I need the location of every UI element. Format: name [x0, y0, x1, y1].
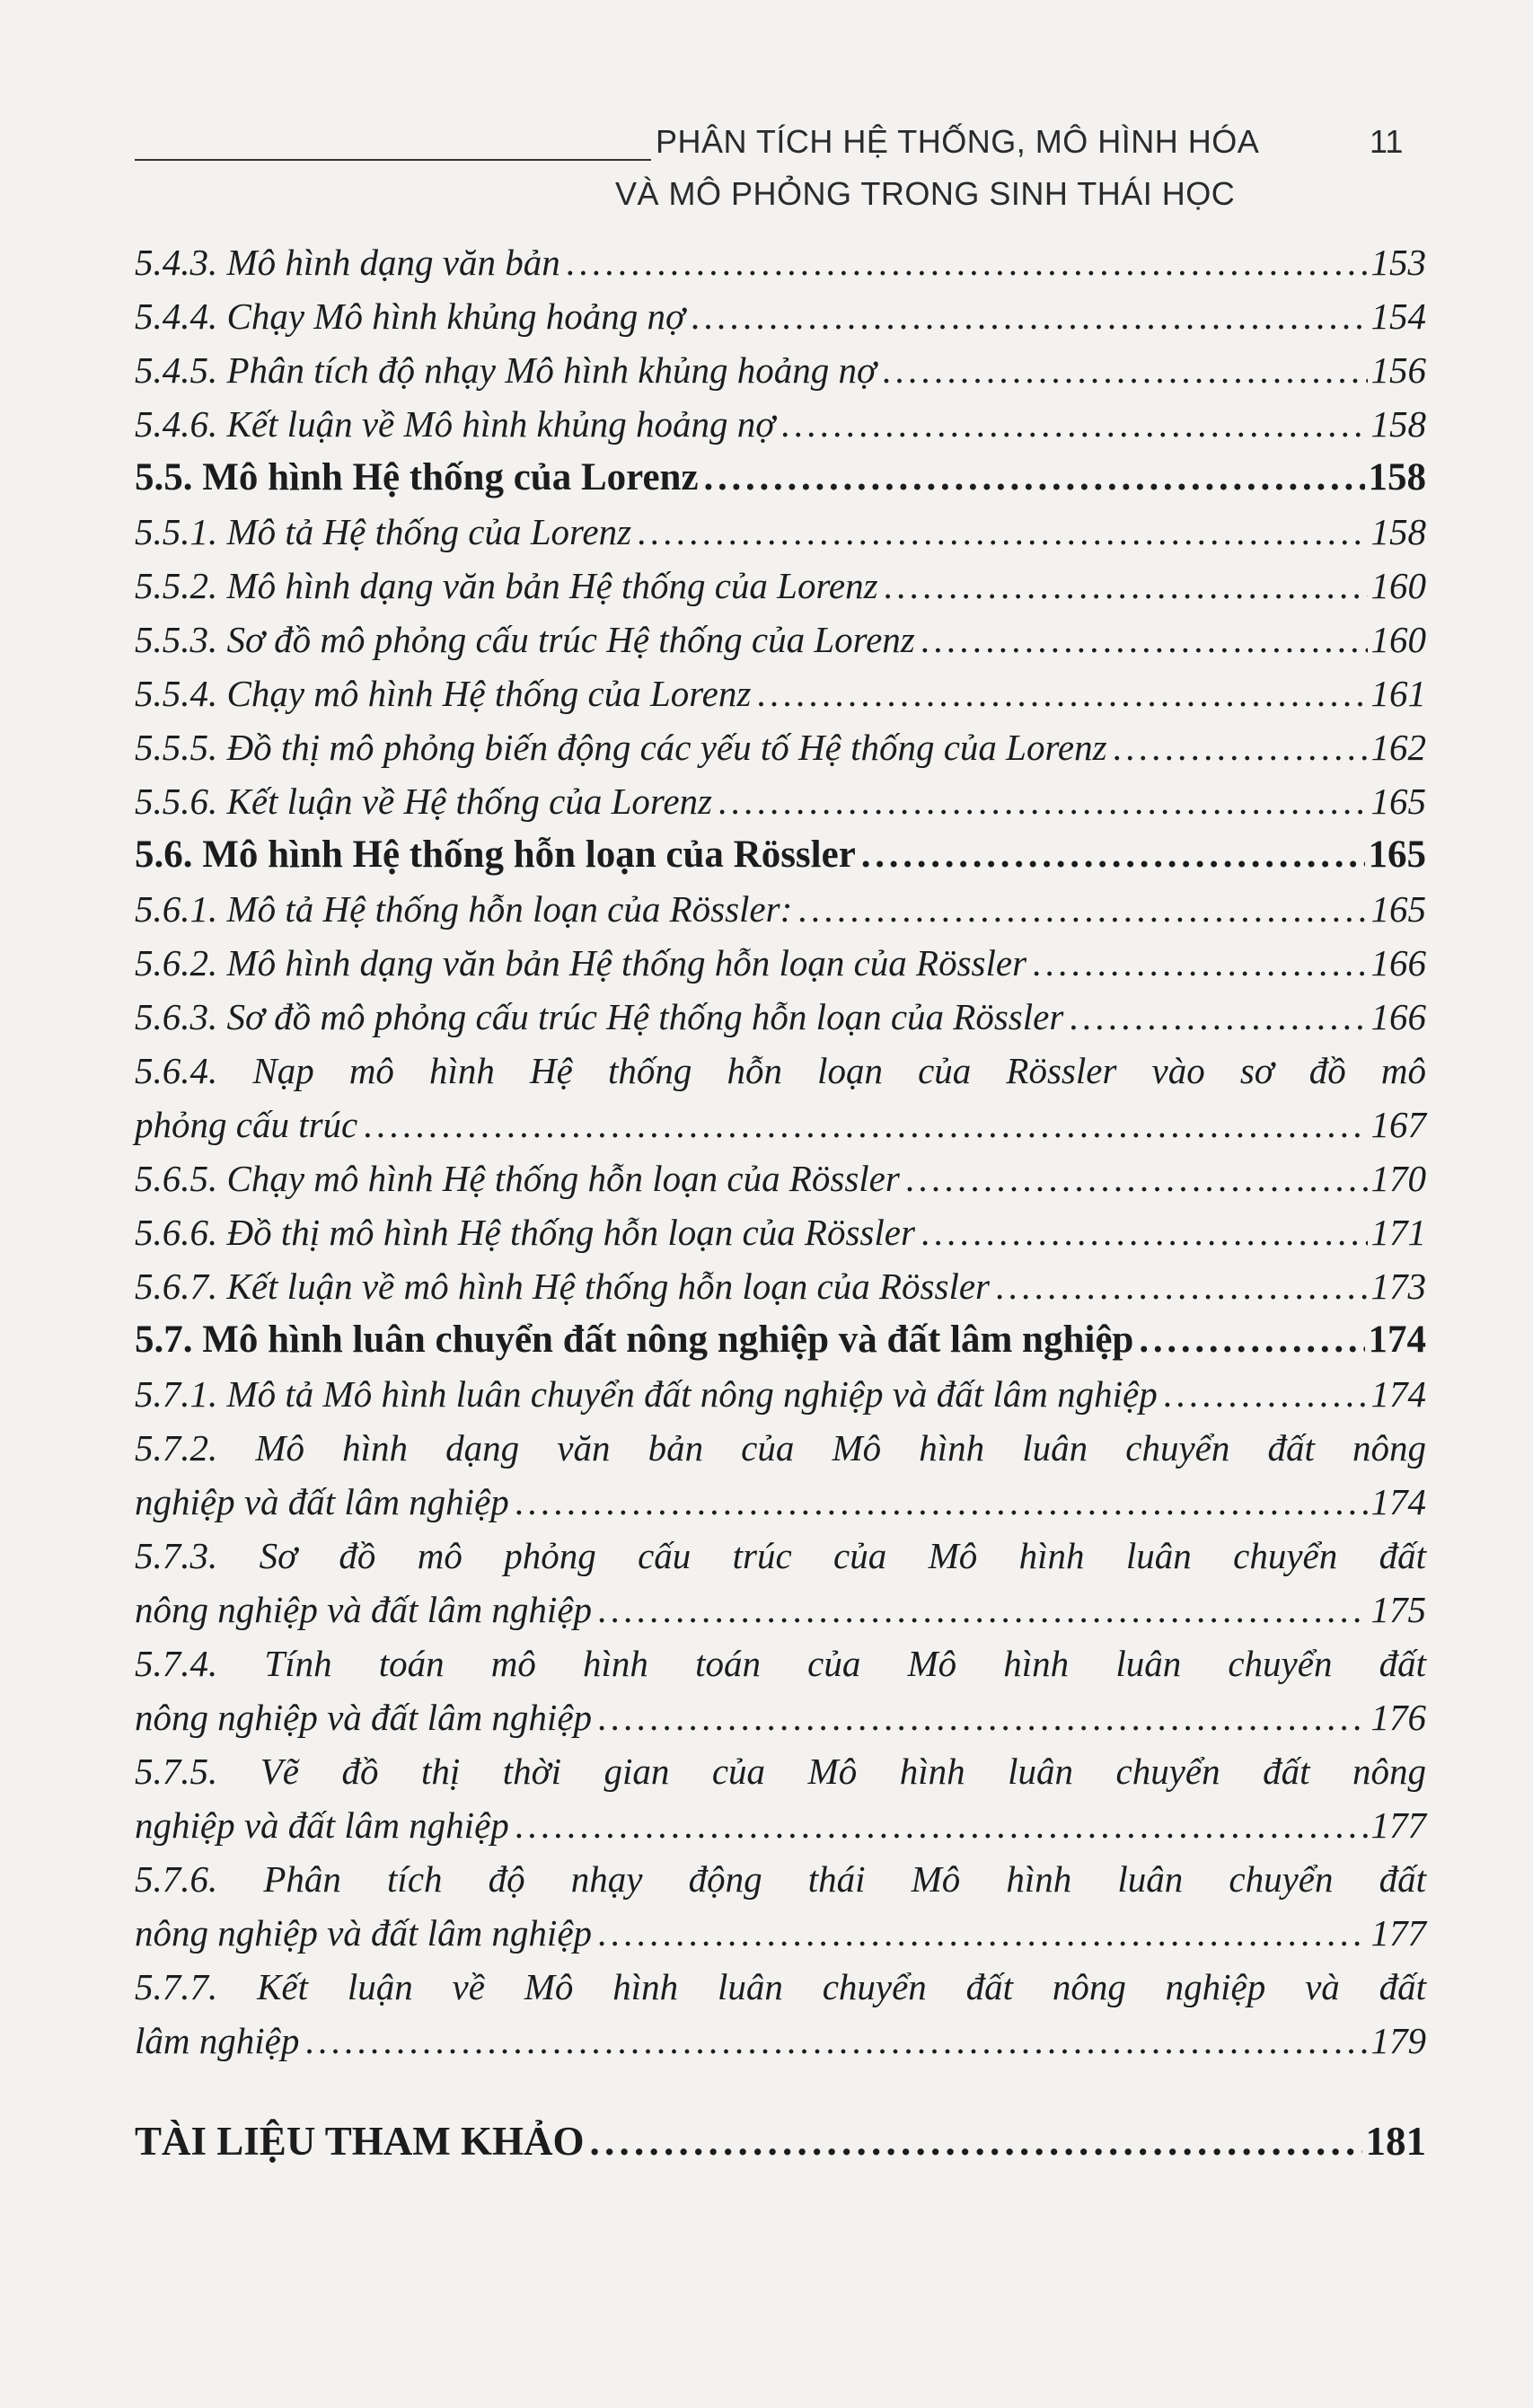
dot-leader — [704, 451, 1365, 505]
toc-entry — [135, 936, 1426, 990]
subsection-title: 5.5.3. Sơ đồ mô phỏng cấu trúc Hệ thống của Lorenz — [135, 619, 915, 660]
dot-leader — [597, 1906, 1367, 1960]
toc-entry — [135, 1259, 1426, 1313]
toc-page-number: 158 — [1370, 403, 1426, 445]
dot-leader — [882, 343, 1368, 397]
toc-entry-title-line1: 5.7.3. Sơ đồ mô phỏng cấu trúc của Mô hình luân chuyển đất — [135, 1535, 1426, 1576]
header-rule — [135, 159, 651, 161]
toc-row — [135, 2114, 1426, 2168]
toc-page-number: 160 — [1370, 619, 1426, 660]
toc-entry-title-line1: 5.7.6. Phân tích độ nhạy động thái Mô hình luân chuyển đất — [135, 1858, 1426, 1900]
toc-row — [135, 1259, 1426, 1313]
toc-entry — [135, 505, 1426, 559]
toc-entry-title-line1: 5.6.4. Nạp mô hình Hệ thống hỗn loạn của Rössler vào sơ đồ mô — [135, 1050, 1426, 1091]
toc-entry — [135, 2114, 1426, 2168]
subsection-title: 5.4.3. Mô hình dạng văn bản — [135, 242, 560, 283]
toc-entry-title-line1: 5.7.5. Vẽ đồ thị thời gian của Mô hình luân chuyển đất nông — [135, 1751, 1426, 1792]
toc-page-number: 158 — [1368, 456, 1426, 498]
toc-row — [135, 343, 1426, 397]
toc-row — [135, 2014, 1426, 2068]
toc-page-number: 162 — [1370, 727, 1426, 768]
toc-entry-title-line1: 5.7.4. Tính toán mô hình toán của Mô hình luân chuyển đất — [135, 1643, 1426, 1684]
toc-row — [135, 720, 1426, 774]
dot-leader — [995, 1259, 1367, 1313]
toc-row — [135, 1690, 1426, 1744]
toc-page-number: 170 — [1370, 1158, 1426, 1199]
toc-entry — [135, 613, 1426, 666]
toc-page-number: 165 — [1370, 781, 1426, 822]
subsection-title: 5.5.2. Mô hình dạng văn bản Hệ thống của Lorenz — [135, 565, 878, 606]
toc-row — [135, 828, 1426, 882]
toc-entry — [135, 1205, 1426, 1259]
toc-page-number: 173 — [1370, 1266, 1426, 1307]
toc-entry — [135, 1151, 1426, 1205]
subsection-title: 5.5.4. Chạy mô hình Hệ thống của Lorenz — [135, 673, 752, 714]
toc-row — [135, 666, 1426, 720]
subsection-title: 5.4.4. Chạy Mô hình khủng hoảng nợ — [135, 295, 685, 337]
subsection-title: 5.4.5. Phân tích độ nhạy Mô hình khủng hoảng nợ — [135, 349, 877, 391]
toc-entry — [135, 1636, 1426, 1744]
spacer — [135, 2068, 1426, 2114]
subsection-title: 5.7.1. Mô tả Mô hình luân chuyển đất nông nghiệp và đất lâm nghiệp — [135, 1373, 1158, 1415]
toc-row — [135, 1906, 1426, 1960]
table-of-contents — [135, 235, 1426, 2168]
toc-page-number: 166 — [1370, 942, 1426, 983]
subsection-title: 5.6.7. Kết luận về mô hình Hệ thống hỗn loạn của Rössler — [135, 1266, 991, 1307]
subsection-title: nông nghiệp và đất lâm nghiệp — [135, 1589, 593, 1630]
toc-row — [135, 397, 1426, 451]
dot-leader — [597, 1690, 1367, 1744]
toc-row — [135, 505, 1426, 559]
toc-page-number: 177 — [1370, 1804, 1426, 1846]
subsection-title: 5.4.6. Kết luận về Mô hình khủng hoảng nợ — [135, 403, 776, 445]
toc-page-number: 171 — [1370, 1212, 1426, 1253]
subsection-title: nghiệp và đất lâm nghiệp — [135, 1481, 509, 1522]
toc-page-number: 165 — [1370, 888, 1426, 930]
toc-entry — [135, 1529, 1426, 1636]
toc-page-number: 167 — [1370, 1104, 1426, 1145]
subsection-title: 5.5.5. Đồ thị mô phỏng biến động các yếu tố Hệ thống của Lorenz — [135, 727, 1107, 768]
subsection-title: 5.6.2. Mô hình dạng văn bản Hệ thống hỗn loạn của Rössler — [135, 942, 1027, 983]
toc-entry — [135, 774, 1426, 828]
dot-leader — [363, 1098, 1367, 1151]
toc-entry — [135, 1852, 1426, 1960]
toc-entry — [135, 882, 1426, 936]
toc-row — [135, 1205, 1426, 1259]
page-number: 11 — [1370, 123, 1404, 160]
dot-leader — [756, 666, 1367, 720]
dot-leader — [884, 559, 1368, 613]
toc-row — [135, 882, 1426, 936]
dot-leader — [304, 2014, 1367, 2068]
toc-entry — [135, 289, 1426, 343]
dot-leader — [597, 1583, 1367, 1636]
toc-entry — [135, 720, 1426, 774]
toc-entry — [135, 451, 1426, 505]
toc-row — [135, 559, 1426, 613]
dot-leader — [1032, 936, 1367, 990]
dot-leader — [718, 774, 1367, 828]
subsection-title: 5.6.6. Đồ thị mô hình Hệ thống hỗn loạn của Rössler — [135, 1212, 915, 1253]
header-title-line1: PHÂN TÍCH HỆ THỐNG, MÔ HÌNH HÓA — [656, 123, 1260, 160]
toc-row — [135, 613, 1426, 666]
subsection-title: nông nghiệp và đất lâm nghiệp — [135, 1697, 593, 1738]
toc-entry — [135, 1421, 1426, 1529]
subsection-title: 5.5.1. Mô tả Hệ thống của Lorenz — [135, 511, 632, 552]
toc-page-number: 174 — [1368, 1319, 1426, 1361]
dot-leader — [861, 828, 1365, 882]
toc-page-number: 177 — [1370, 1912, 1426, 1954]
toc-page-number: 160 — [1370, 565, 1426, 606]
references-title: TÀI LIỆU THAM KHẢO — [135, 2119, 585, 2164]
subsection-title: 5.6.5. Chạy mô hình Hệ thống hỗn loạn của Rössler — [135, 1158, 900, 1199]
toc-entry — [135, 1960, 1426, 2068]
toc-page-number: 181 — [1365, 2119, 1426, 2164]
toc-entry — [135, 559, 1426, 613]
dot-leader — [637, 505, 1367, 559]
toc-entry-title-line1: 5.7.7. Kết luận về Mô hình luân chuyển đất nông nghiệp và đất — [135, 1966, 1426, 2007]
toc-row — [135, 1151, 1426, 1205]
header-title-line2: VÀ MÔ PHỎNG TRONG SINH THÁI HỌC — [615, 175, 1236, 212]
dot-leader — [691, 289, 1368, 343]
dot-leader — [515, 1475, 1368, 1529]
dot-leader — [921, 613, 1368, 666]
toc-entry — [135, 235, 1426, 289]
dot-leader — [1069, 990, 1367, 1044]
subsection-title: nông nghiệp và đất lâm nghiệp — [135, 1912, 593, 1954]
toc-entry — [135, 828, 1426, 882]
dot-leader — [780, 397, 1367, 451]
subsection-title: 5.5.6. Kết luận về Hệ thống của Lorenz — [135, 781, 713, 822]
section-title: 5.5. Mô hình Hệ thống của Lorenz — [135, 456, 699, 498]
toc-row — [135, 1798, 1426, 1852]
dot-leader — [1139, 1313, 1364, 1367]
toc-entry — [135, 343, 1426, 397]
toc-page-number: 174 — [1370, 1373, 1426, 1415]
dot-leader — [515, 1798, 1368, 1852]
toc-row — [135, 774, 1426, 828]
toc-page-number: 165 — [1368, 834, 1426, 876]
subsection-title: phỏng cấu trúc — [135, 1104, 358, 1145]
subsection-title: nghiệp và đất lâm nghiệp — [135, 1804, 509, 1846]
toc-page-number: 153 — [1370, 242, 1426, 283]
toc-page-number: 179 — [1370, 2020, 1426, 2061]
toc-entry — [135, 1313, 1426, 1367]
subsection-title: 5.6.3. Sơ đồ mô phỏng cấu trúc Hệ thống hỗn loạn của Rössler — [135, 996, 1064, 1037]
toc-page-number: 158 — [1370, 511, 1426, 552]
toc-page-number: 156 — [1370, 349, 1426, 391]
toc-page-number: 154 — [1370, 295, 1426, 337]
toc-page-number: 161 — [1370, 673, 1426, 714]
toc-row — [135, 289, 1426, 343]
toc-row — [135, 235, 1426, 289]
subsection-title: lâm nghiệp — [135, 2020, 300, 2061]
dot-leader — [921, 1205, 1368, 1259]
dot-leader — [566, 235, 1368, 289]
toc-row — [135, 1475, 1426, 1529]
dot-leader — [1163, 1367, 1368, 1421]
section-title: 5.7. Mô hình luân chuyển đất nông nghiệp và đất lâm nghiệp — [135, 1319, 1134, 1361]
toc-row — [135, 1313, 1426, 1367]
toc-row — [135, 1367, 1426, 1421]
toc-page-number: 174 — [1370, 1481, 1426, 1522]
toc-entry — [135, 666, 1426, 720]
toc-page-number: 176 — [1370, 1697, 1426, 1738]
toc-entry — [135, 1744, 1426, 1852]
toc-row — [135, 990, 1426, 1044]
toc-page-number: 175 — [1370, 1589, 1426, 1630]
toc-entry — [135, 990, 1426, 1044]
dot-leader — [797, 882, 1367, 936]
toc-entry-title-line1: 5.7.2. Mô hình dạng văn bản của Mô hình luân chuyển đất nông — [135, 1427, 1426, 1469]
toc-row — [135, 451, 1426, 505]
toc-entry — [135, 1044, 1426, 1151]
dot-leader — [590, 2114, 1362, 2168]
toc-row — [135, 1098, 1426, 1151]
dot-leader — [905, 1151, 1368, 1205]
subsection-title: 5.6.1. Mô tả Hệ thống hỗn loạn của Rössler: — [135, 888, 793, 930]
section-title: 5.6. Mô hình Hệ thống hỗn loạn của Rössler — [135, 834, 856, 876]
dot-leader — [1113, 720, 1368, 774]
toc-row — [135, 936, 1426, 990]
toc-entry — [135, 1367, 1426, 1421]
toc-page-number: 166 — [1370, 996, 1426, 1037]
toc-entry — [135, 397, 1426, 451]
toc-row — [135, 1583, 1426, 1636]
